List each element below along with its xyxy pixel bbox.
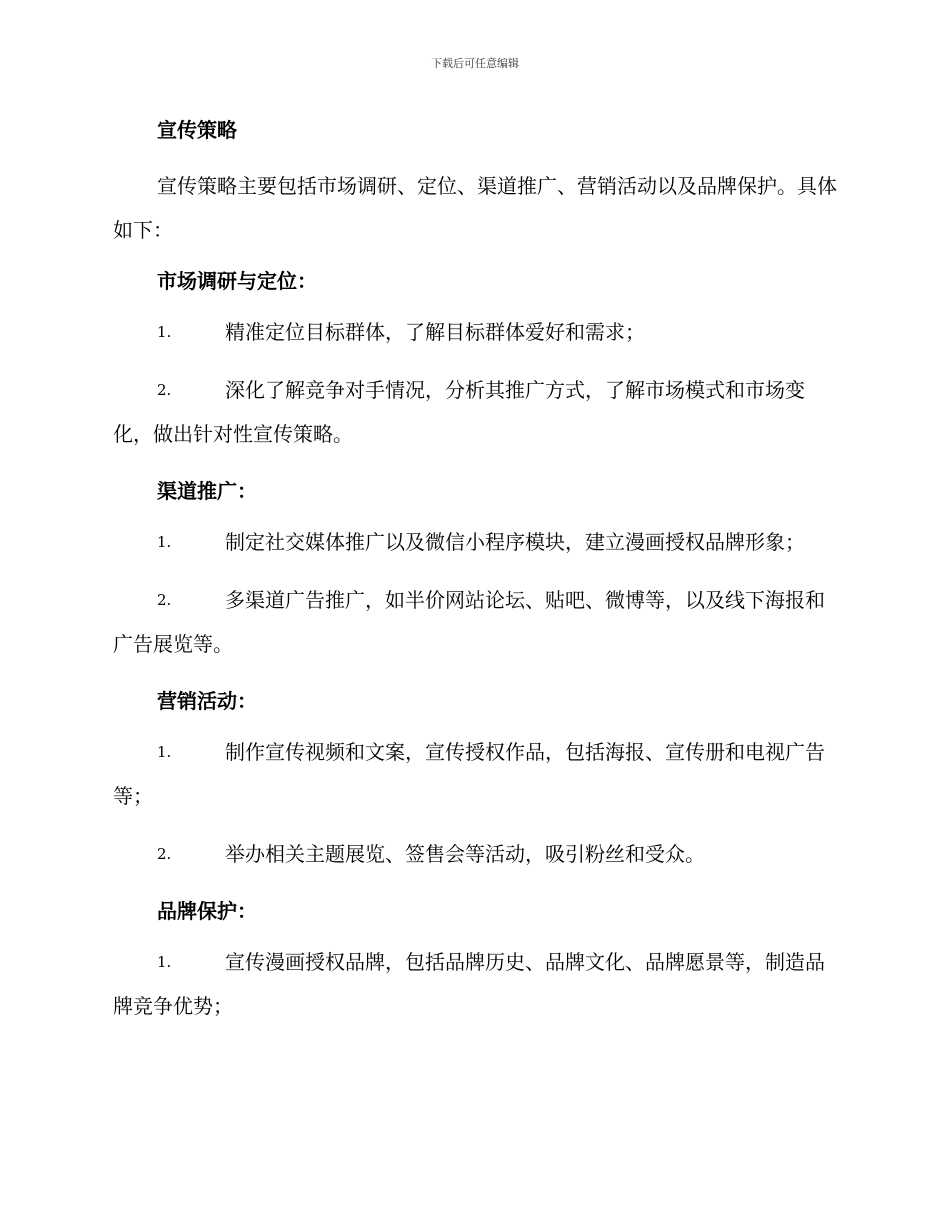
list-item (113, 730, 838, 818)
list-item (113, 832, 838, 876)
list-item-text: 精准定位目标群体，了解目标群体爱好和需求； (225, 320, 645, 344)
list-item-text: 深化了解竞争对手情况，分析其推广方式，了解市场模式和市场变化，做出针对性宣传策略。 (113, 378, 805, 446)
list-item (113, 520, 838, 564)
list-item (113, 578, 838, 666)
list-number: 2. (157, 845, 172, 863)
list-item (113, 940, 838, 1028)
list-item-text: 宣传漫画授权品牌，包括品牌历史、品牌文化、品牌愿景等，制造品牌竞争优势； (113, 950, 825, 1018)
list-number: 2. (157, 381, 172, 399)
list-number: 1. (157, 533, 172, 551)
list-number: 2. (157, 591, 172, 609)
header-note: 下载后可任意编辑 (431, 57, 519, 70)
list-number: 1. (157, 953, 172, 971)
intro-paragraph: 宣传策略主要包括市场调研、定位、渠道推广、营销活动以及品牌保护。具体如下： (113, 174, 837, 242)
list-item-text: 制定社交媒体推广以及微信小程序模块，建立漫画授权品牌形象； (225, 530, 805, 554)
document-title: 宣传策略 (157, 118, 237, 142)
list-item (113, 368, 838, 456)
list-number: 1. (157, 323, 172, 341)
section-heading-marketing-activities: 营销活动： (157, 689, 257, 713)
section-heading-brand-protection: 品牌保护： (157, 899, 257, 923)
list-item (113, 310, 838, 354)
section-heading-channel-promotion: 渠道推广： (157, 479, 257, 503)
list-item-text: 举办相关主题展览、签售会等活动，吸引粉丝和受众。 (225, 842, 705, 866)
list-item-text: 多渠道广告推广，如半价网站论坛、贴吧、微博等，以及线下海报和广告展览等。 (113, 588, 825, 656)
list-item-text: 制作宣传视频和文案，宣传授权作品，包括海报、宣传册和电视广告等； (113, 740, 825, 808)
list-number: 1. (157, 743, 172, 761)
section-heading-market-research: 市场调研与定位： (157, 269, 317, 293)
document-body (113, 110, 838, 1028)
